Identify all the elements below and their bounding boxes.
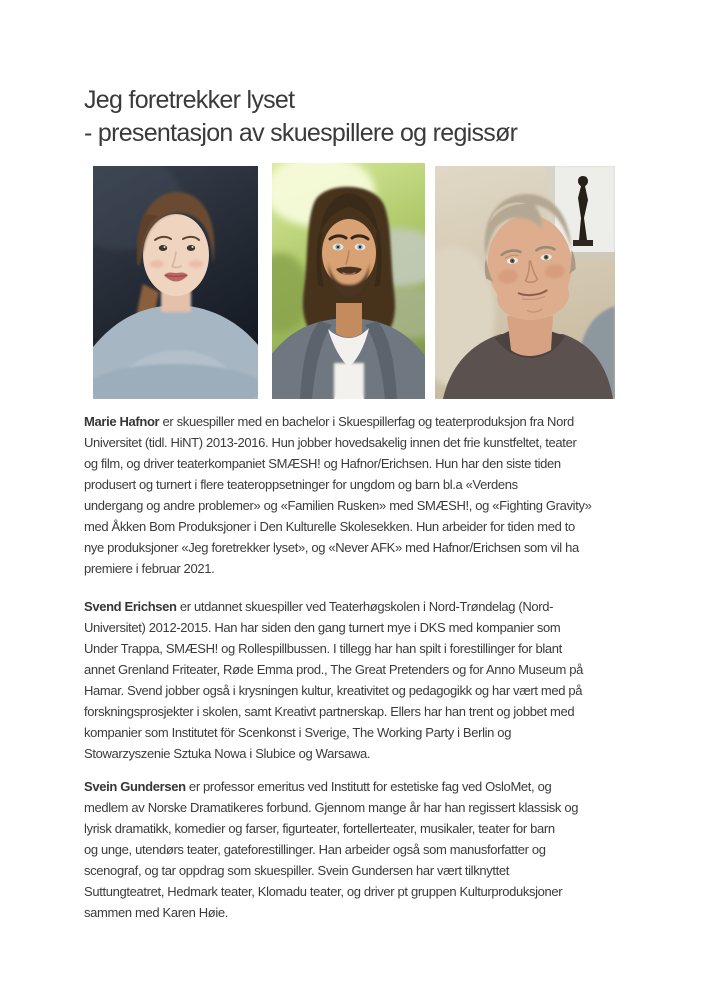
bio-line: sammen med Karen Høie. (84, 905, 229, 920)
bio-marie-hafnor (84, 411, 644, 579)
photo-svend-erichsen (272, 163, 425, 399)
photo-marie-hafnor (93, 166, 258, 399)
bio-line: Marie Hafnor er skuespiller med en bachelor i Skuespillerfag og teaterproduksjon fra Nord (84, 414, 574, 429)
bio-line: annet Grenland Friteater, Røde Emma prod., The Great Pretenders og for Anno Museum på (84, 662, 583, 677)
bio-line: nye produksjoner «Jeg foretrekker lyset», og «Never AFK» med Hafnor/Erichsen som vil ha (84, 540, 579, 555)
bio-line: forskningsprosjekter i skolen, samt Kreativt partnerskap. Ellers har han trent og jobbet med (84, 704, 575, 719)
bio-line: medlem av Norske Dramatikeres forbund. Gjennom mange år har han regissert klassisk og (84, 800, 579, 815)
bio-line: Universitet) 2012-2015. Han har siden den gang turnert mye i DKS med kompanier som (84, 620, 561, 635)
bio-line: undergang og andre problemer» og «Familien Rusken» med SMÆSH!, og «Fighting Gravity» (84, 498, 592, 513)
person-name: Marie Hafnor (84, 414, 160, 429)
bio-line: Under Trappa, SMÆSH! og Rollespillbussen. I tillegg har han spilt i forestillinger for blant (84, 641, 562, 656)
page-title-line1: Jeg foretrekker lyset (84, 86, 295, 114)
bio-line: Svend Erichsen er utdannet skuespiller ved Teaterhøgskolen i Nord-Trøndelag (Nord- (84, 599, 554, 614)
bio-svend-erichsen (84, 596, 644, 764)
bio-svein-gundersen (84, 776, 644, 923)
page-title (84, 84, 517, 150)
bio-line: kompanier som Institutet för Scenkonst i Sverige, The Working Party i Berlin og (84, 725, 512, 740)
bio-line: premiere i februar 2021. (84, 561, 215, 576)
bio-line: lyrisk dramatikk, komedier og farser, figurteater, fortellerteater, musikaler, teater for barn (84, 821, 555, 836)
page-title-line2: - presentasjon av skuespillere og regissør (84, 119, 518, 147)
bio-line: produsert og turnert i flere teateroppsetninger for ungdom og barn bl.a «Verdens (84, 477, 518, 492)
bio-line: og unge, utendørs teater, gateforestillinger. Han arbeider også som manusforfatter og (84, 842, 546, 857)
bio-line: Hamar. Svend jobber også i krysningen kultur, kreativitet og pedagogikk og har vært med på (84, 683, 583, 698)
person-name: Svend Erichsen (84, 599, 177, 614)
bio-line: Svein Gundersen er professor emeritus ved Institutt for estetiske fag ved OsloMet, og (84, 779, 552, 794)
photo-svein-gundersen (435, 166, 615, 399)
bio-line: Stowarzyszenie Sztuka Nowa i Slubice og Warsawa. (84, 746, 371, 761)
bio-line: scenograf, og tar oppdrag som skuespiller. Svein Gundersen har vært tilknyttet (84, 863, 510, 878)
bio-line: Universitet (tidl. HiNT) 2013-2016. Hun jobber hovedsakelig innen det frie kunstfeltet, teater (84, 435, 577, 450)
bio-line: Suttungteatret, Hedmark teater, Klomadu teater, og driver pt gruppen Kulturproduksjoner (84, 884, 563, 899)
bio-line: med Åkken Bom Produksjoner i Den Kulturelle Skolesekken. Hun arbeider for tiden med to (84, 519, 575, 534)
bio-line: og film, og driver teaterkompaniet SMÆSH! og Hafnor/Erichsen. Hun har den siste tiden (84, 456, 561, 471)
person-name: Svein Gundersen (84, 779, 186, 794)
